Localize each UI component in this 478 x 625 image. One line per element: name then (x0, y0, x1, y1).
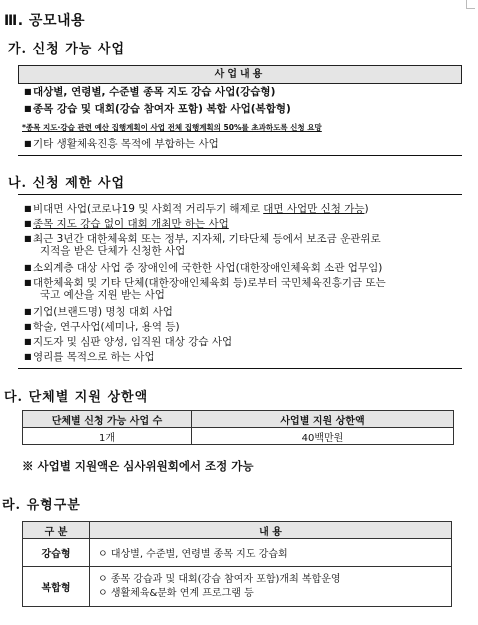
table-header: 내 용 (90, 522, 452, 539)
list-item: ■지도자 및 심판 양성, 임직원 대상 강습 사업 (24, 336, 233, 348)
table-header: 사업별 지원 상한액 (192, 411, 454, 428)
list-item: ■영리를 목적으로 하는 사업 (24, 351, 155, 363)
list-item: ■종목 지도 강습 없이 대회 개최만 하는 사업 (24, 218, 229, 230)
type-cell: 복합형 (23, 567, 90, 607)
divider (18, 368, 462, 369)
list-item-continuation: 지적을 받은 단체가 신청한 사업 (40, 245, 186, 257)
section-ga-title: 가. 신청 가능 사업 (8, 42, 126, 57)
table-header: 단체별 신청 가능 사업 수 (23, 411, 192, 428)
list-item: ■대상별, 연령별, 수준별 종목 지도 강습 사업(강습형) (24, 86, 276, 98)
page-corner-mark (466, 0, 475, 9)
budget-note: *종목 지도·강습 관련 예산 집행계획이 사업 전체 집행계획의 50%를 초과하도록 신청 요망 (22, 123, 322, 132)
type-table (22, 521, 452, 607)
list-item: ■기타 생활체육진흥 목적에 부합하는 사업 (24, 138, 219, 150)
adjustment-note: ※ 사업별 지원액은 심사위원회에서 조정 가능 (22, 459, 254, 473)
table-header: 구 분 (23, 522, 90, 539)
list-item-continuation: 국고 예산을 지원 받는 사업 (40, 289, 165, 301)
type-description: ㅇ 종목 강습과 및 대회(강습 참여자 포함)개최 복합운영 ㅇ 생활체육&문화 연계 프로그램 등 (90, 567, 452, 607)
list-item: ■최근 3년간 대한체육회 또는 정부, 지자체, 기타단체 등에서 보조금 운관위로 (24, 233, 381, 245)
section-na-title: 나. 신청 제한 사업 (8, 176, 126, 191)
list-item: ■학술, 연구사업(세미나, 용역 등) (24, 321, 180, 333)
support-limit-table (22, 410, 454, 445)
divider (18, 155, 462, 156)
list-item: ■소외계층 대상 사업 중 장애인에 국한한 사업(대한장애인체육회 소관 업무임) (24, 262, 383, 274)
section-ra-title: 라. 유형구분 (2, 498, 81, 513)
section-da-title: 다. 단체별 지원 상한액 (4, 390, 149, 405)
list-item: ■종목 강습 및 대회(강습 참여자 포함) 복합 사업(복합형) (24, 103, 291, 115)
divider (18, 194, 462, 195)
list-item: ■대한체육회 및 기타 단체(대한장애인체육회 등)로부터 국민체육진흥기금 또는 (24, 277, 386, 289)
type-cell: 강습형 (23, 539, 90, 567)
table-cell: 1개 (23, 428, 192, 445)
list-item: ■기업(브랜드명) 명칭 대회 사업 (24, 306, 173, 318)
section-title: Ⅲ. 공모내용 (4, 13, 86, 29)
business-content-header: 사업내용 (18, 65, 462, 84)
table-cell: 40백만원 (192, 428, 454, 445)
type-description: ㅇ 대상별, 수준별, 연령별 종목 지도 강습회 (90, 539, 452, 567)
list-item: ■비대면 사업(코로나19 및 사회적 거리두기 해제로 대면 사업만 신청 가능) (24, 203, 369, 215)
